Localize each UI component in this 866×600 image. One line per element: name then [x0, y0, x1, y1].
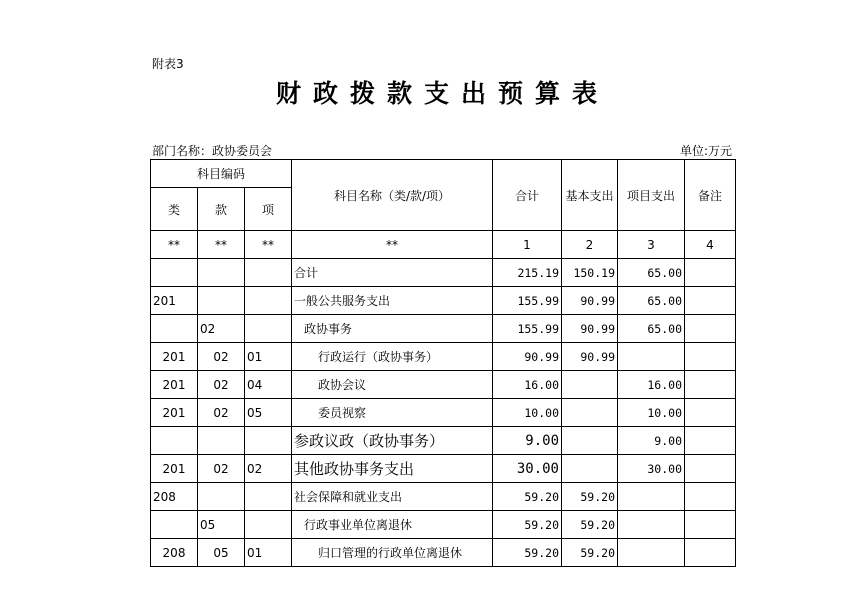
- header-total: 合计: [493, 160, 562, 231]
- lei-cell: [151, 511, 198, 539]
- table-row: [151, 343, 736, 371]
- xiang-cell: [245, 315, 292, 343]
- basic-cell: 90.99: [562, 315, 618, 343]
- index-row: [151, 231, 736, 259]
- xiang-cell: 01: [245, 539, 292, 567]
- index-cell: **: [151, 231, 198, 259]
- unit-label: 单位:万元: [679, 144, 732, 158]
- total-cell: 90.99: [493, 343, 562, 371]
- header-lei: 类: [151, 188, 198, 231]
- table-row: [151, 287, 736, 315]
- xiang-cell: [245, 483, 292, 511]
- total-cell: 215.19: [493, 259, 562, 287]
- xiang-cell: 05: [245, 399, 292, 427]
- kuan-cell: 02: [198, 343, 245, 371]
- project-cell: 65.00: [618, 287, 685, 315]
- project-cell: [618, 343, 685, 371]
- subject-name-cell: 委员视察: [292, 399, 493, 427]
- subject-name-cell: 合计: [292, 259, 493, 287]
- subject-name-cell: 政协会议: [292, 371, 493, 399]
- header-subject-code: 科目编码: [151, 160, 292, 188]
- index-cell: 4: [685, 231, 736, 259]
- project-cell: [618, 539, 685, 567]
- remark-cell: [685, 539, 736, 567]
- project-cell: 10.00: [618, 399, 685, 427]
- lei-cell: 201: [151, 399, 198, 427]
- basic-cell: 59.20: [562, 483, 618, 511]
- subject-name-cell: 归口管理的行政单位离退休: [292, 539, 493, 567]
- table-row: [151, 315, 736, 343]
- table-row: [151, 483, 736, 511]
- basic-cell: 90.99: [562, 343, 618, 371]
- remark-cell: [685, 259, 736, 287]
- remark-cell: [685, 343, 736, 371]
- subject-name-cell: 一般公共服务支出: [292, 287, 493, 315]
- kuan-cell: [198, 483, 245, 511]
- subject-name-cell: 社会保障和就业支出: [292, 483, 493, 511]
- subject-name-cell: 行政事业单位离退休: [292, 511, 493, 539]
- basic-cell: 90.99: [562, 287, 618, 315]
- remark-cell: [685, 427, 736, 455]
- page-title: 财政拨款支出预算表: [275, 79, 609, 108]
- project-cell: [618, 511, 685, 539]
- total-cell: 30.00: [493, 455, 562, 483]
- remark-cell: [685, 371, 736, 399]
- total-cell: 155.99: [493, 315, 562, 343]
- xiang-cell: 04: [245, 371, 292, 399]
- budget-table: [150, 159, 736, 567]
- kuan-cell: 02: [198, 455, 245, 483]
- subject-name-cell: 参政议政（政协事务）: [292, 427, 493, 455]
- table-row: [151, 427, 736, 455]
- kuan-cell: [198, 287, 245, 315]
- kuan-cell: 02: [198, 315, 245, 343]
- kuan-cell: 02: [198, 371, 245, 399]
- basic-cell: 150.19: [562, 259, 618, 287]
- lei-cell: [151, 259, 198, 287]
- index-cell: 1: [493, 231, 562, 259]
- remark-cell: [685, 287, 736, 315]
- header-kuan: 款: [198, 188, 245, 231]
- subject-name-cell: 行政运行（政协事务）: [292, 343, 493, 371]
- project-cell: 30.00: [618, 455, 685, 483]
- total-cell: 59.20: [493, 511, 562, 539]
- basic-cell: [562, 399, 618, 427]
- xiang-cell: 01: [245, 343, 292, 371]
- lei-cell: 201: [151, 455, 198, 483]
- project-cell: 65.00: [618, 259, 685, 287]
- remark-cell: [685, 455, 736, 483]
- header-row-1: [151, 160, 736, 188]
- total-cell: 9.00: [493, 427, 562, 455]
- index-cell: **: [245, 231, 292, 259]
- header-basic: 基本支出: [562, 160, 618, 231]
- total-cell: 10.00: [493, 399, 562, 427]
- basic-cell: [562, 455, 618, 483]
- remark-cell: [685, 315, 736, 343]
- table-row: [151, 511, 736, 539]
- project-cell: 9.00: [618, 427, 685, 455]
- project-cell: 65.00: [618, 315, 685, 343]
- xiang-cell: [245, 511, 292, 539]
- header-xiang: 项: [245, 188, 292, 231]
- kuan-cell: 05: [198, 511, 245, 539]
- basic-cell: [562, 427, 618, 455]
- xiang-cell: 02: [245, 455, 292, 483]
- lei-cell: 208: [151, 483, 198, 511]
- total-cell: 59.20: [493, 483, 562, 511]
- index-cell: **: [292, 231, 493, 259]
- basic-cell: 59.20: [562, 539, 618, 567]
- table-row: [151, 455, 736, 483]
- remark-cell: [685, 511, 736, 539]
- basic-cell: 59.20: [562, 511, 618, 539]
- lei-cell: 201: [151, 287, 198, 315]
- header-remark: 备注: [685, 160, 736, 231]
- project-cell: [618, 483, 685, 511]
- remark-cell: [685, 483, 736, 511]
- header-project: 项目支出: [618, 160, 685, 231]
- lei-cell: 208: [151, 539, 198, 567]
- total-cell: 16.00: [493, 371, 562, 399]
- index-cell: **: [198, 231, 245, 259]
- kuan-cell: [198, 427, 245, 455]
- kuan-cell: 05: [198, 539, 245, 567]
- total-cell: 59.20: [493, 539, 562, 567]
- header-subject-name: 科目名称（类/款/项）: [292, 160, 493, 231]
- table-row: [151, 539, 736, 567]
- lei-cell: 201: [151, 371, 198, 399]
- subject-name-cell: 其他政协事务支出: [292, 455, 493, 483]
- xiang-cell: [245, 287, 292, 315]
- xiang-cell: [245, 259, 292, 287]
- basic-cell: [562, 371, 618, 399]
- department-label: 部门名称：政协委员会: [152, 144, 273, 158]
- lei-cell: [151, 427, 198, 455]
- project-cell: 16.00: [618, 371, 685, 399]
- table-row: [151, 399, 736, 427]
- kuan-cell: 02: [198, 399, 245, 427]
- index-cell: 3: [618, 231, 685, 259]
- attachment-label: 附表3: [152, 57, 184, 71]
- table-row: [151, 371, 736, 399]
- remark-cell: [685, 399, 736, 427]
- kuan-cell: [198, 259, 245, 287]
- xiang-cell: [245, 427, 292, 455]
- lei-cell: [151, 315, 198, 343]
- total-cell: 155.99: [493, 287, 562, 315]
- lei-cell: 201: [151, 343, 198, 371]
- table-row: [151, 259, 736, 287]
- subject-name-cell: 政协事务: [292, 315, 493, 343]
- index-cell: 2: [562, 231, 618, 259]
